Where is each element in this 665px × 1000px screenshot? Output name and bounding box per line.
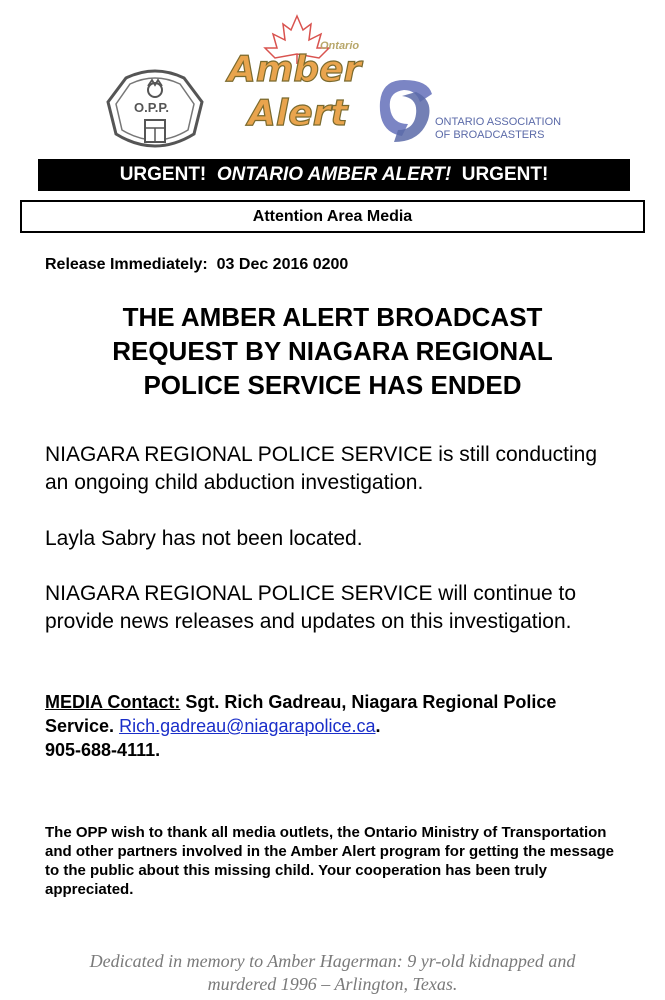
- paragraph-updates: NIAGARA REGIONAL POLICE SERVICE will continue to provide news releases and updates on this investigation.: [45, 582, 577, 633]
- oab-logo-text: [435, 116, 561, 142]
- urgent-banner: [38, 159, 630, 191]
- header-logos: [0, 0, 665, 160]
- media-contact: MEDIA Contact: Sgt. Rich Gadreau, Niagara Regional Police Service. Rich.gadreau@niagarapolice.ca. 905-688-4111.: [45, 692, 557, 760]
- headline: [40, 300, 625, 402]
- alert-logo-word: Alert: [248, 93, 348, 134]
- media-contact-text: Sgt. Rich Gadreau, Niagara Regional Police Service.: [45, 692, 557, 736]
- attention-box: [20, 200, 645, 233]
- media-email-link[interactable]: Rich.gadreau@niagarapolice.ca: [119, 716, 376, 736]
- oab-logo-icon: [372, 72, 436, 146]
- amber-region-label: Ontario: [320, 40, 360, 52]
- paragraph-not-located: Layla Sabry has not been located.: [45, 527, 363, 550]
- oab-line-2: OF BROADCASTERS: [435, 129, 545, 141]
- thanks-paragraph: The OPP wish to thank all media outlets, the Ontario Ministry of Transportation and other partners involved in the Amber Alert program for getting the message to the public about this missing child. Your cooperation has been truly appreciated.: [45, 824, 614, 898]
- opp-logo-text: O.P.P.: [134, 100, 169, 115]
- banner-middle: ONTARIO AMBER ALERT!: [216, 164, 452, 185]
- headline-line-2: REQUEST BY NIAGARA REGIONAL: [112, 336, 553, 366]
- amber-logo-word: Amber: [228, 49, 362, 90]
- release-label: Release Immediately:: [45, 256, 208, 273]
- release-value: 03 Dec 2016 0200: [216, 256, 349, 273]
- media-contact-label: MEDIA Contact:: [45, 692, 181, 712]
- dedication-line-1: Dedicated in memory to Amber Hagerman: 9 yr-old kidnapped and: [89, 951, 576, 971]
- release-line: [45, 256, 348, 274]
- headline-line-1: THE AMBER ALERT BROADCAST: [122, 302, 543, 332]
- banner-right: URGENT!: [461, 164, 549, 185]
- oab-line-1: ONTARIO ASSOCIATION: [435, 116, 562, 128]
- paragraph-investigation: NIAGARA REGIONAL POLICE SERVICE is still conducting an ongoing child abduction investigation.: [45, 443, 598, 494]
- media-phone: 905-688-4111.: [45, 740, 161, 760]
- attention-label: Attention Area Media: [252, 207, 413, 225]
- headline-line-3: POLICE SERVICE HAS ENDED: [143, 370, 522, 400]
- dedication: [30, 950, 635, 996]
- dedication-line-2: murdered 1996 – Arlington, Texas.: [207, 974, 458, 994]
- banner-left: URGENT!: [119, 164, 207, 185]
